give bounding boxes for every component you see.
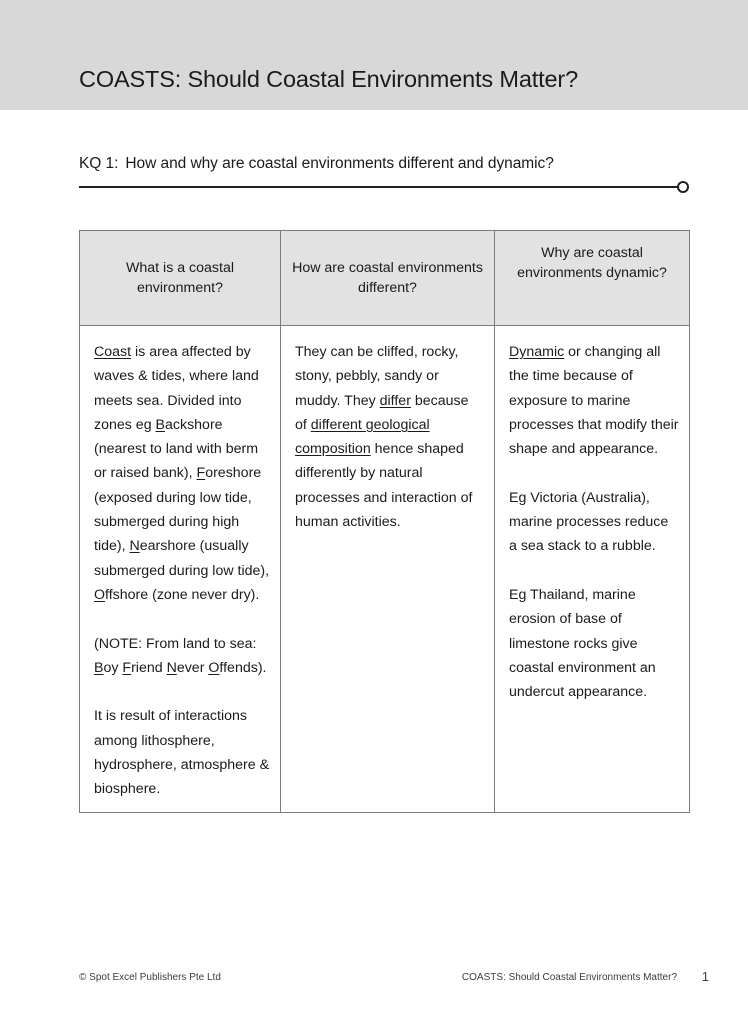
cell2-p1-text-e: hence shaped differently by natural processes and interaction of human activities. bbox=[295, 441, 473, 531]
table-cell-what-is-a-coastal-environment bbox=[80, 326, 281, 813]
cell1-paragraph-2-mnemonic-note bbox=[94, 632, 270, 681]
term-coast: Coast bbox=[94, 344, 132, 360]
table-header-label-1: What is a coastal environment? bbox=[125, 260, 235, 296]
footer-copyright: © Spot Excel Publishers Pte Ltd bbox=[79, 972, 221, 983]
table-header-row bbox=[80, 231, 690, 326]
table-header-label-2: How are coastal environments different? bbox=[292, 260, 483, 296]
page-footer bbox=[79, 969, 709, 988]
key-question-label: KQ 1: bbox=[79, 155, 119, 172]
cell1-p1-text-f: oreshore (exposed during low tide, submerged during high tide), bbox=[94, 465, 262, 555]
zone-initial-offshore: O bbox=[94, 586, 106, 603]
cell3-p1-text-b: or changing all the time because of exposure to marine processes that modify their shape and appearance. bbox=[509, 344, 679, 458]
key-question-text: How and why are coastal environments different and dynamic? bbox=[125, 155, 554, 172]
key-question-heading bbox=[79, 155, 554, 173]
table-header-cell-3 bbox=[495, 231, 690, 326]
cell1-p1-text-j: ffshore (zone never dry). bbox=[105, 586, 260, 603]
cell1-paragraph-1 bbox=[94, 340, 270, 607]
cell1-p2-text-e: riend bbox=[131, 659, 167, 676]
page-banner bbox=[0, 0, 748, 110]
table-cell-how-are-coastal-environments-different bbox=[281, 326, 495, 813]
cell1-p1-text-b: is area affected by waves & tides, where land meets sea. Divided into zones eg bbox=[94, 344, 259, 433]
cell3-paragraph-1 bbox=[509, 340, 679, 461]
footer-running-title: COASTS: Should Coastal Environments Matter? bbox=[461, 972, 677, 983]
cell3-paragraph-2-example-victoria: Eg Victoria (Australia), marine processes reduce a sea stack to a rubble. bbox=[509, 489, 669, 555]
table-cell-why-are-coastal-environments-dynamic bbox=[495, 326, 690, 813]
cell2-p1-text-a: They can be cliffed, rocky, stony, pebbly, sandy or muddy. They bbox=[295, 344, 459, 409]
mnemonic-initial-b: B bbox=[94, 659, 104, 676]
cell1-p1-text-h: earshore (usually submerged during low tide), bbox=[94, 538, 270, 579]
table-header-cell-2 bbox=[281, 231, 495, 326]
mnemonic-initial-f: F bbox=[122, 659, 132, 676]
table-header-label-3: Why are coastal environments dynamic? bbox=[517, 245, 667, 281]
heading-rule-endpoint-circle-icon bbox=[677, 181, 689, 193]
cell2-paragraph-1 bbox=[295, 340, 484, 534]
content-table bbox=[79, 230, 690, 813]
cell1-p1-text-d: ackshore (nearest to land with berm or raised bank), bbox=[94, 416, 259, 482]
mnemonic-initial-o: O bbox=[208, 659, 220, 676]
mnemonic-initial-n: N bbox=[166, 659, 177, 676]
table-row bbox=[80, 326, 690, 813]
term-differ: differ bbox=[379, 392, 411, 409]
heading-rule-line bbox=[79, 186, 679, 188]
term-different-geological-composition: different geological composition bbox=[295, 416, 430, 458]
footer-page-number: 1 bbox=[701, 969, 709, 984]
cell1-p2-text-i: ffends). bbox=[219, 659, 267, 676]
cell1-p2-text-c: oy bbox=[103, 659, 123, 676]
table-header-cell-1 bbox=[80, 231, 281, 326]
heading-rule bbox=[79, 181, 689, 193]
cell2-p1-text-c: because of bbox=[295, 392, 469, 433]
cell1-p2-text-a: (NOTE: From land to sea: bbox=[94, 635, 257, 652]
zone-initial-backshore: B bbox=[155, 416, 165, 433]
zone-initial-nearshore: N bbox=[129, 538, 140, 555]
page-title: COASTS: Should Coastal Environments Matter? bbox=[79, 66, 579, 92]
cell3-paragraph-3-example-thailand: Eg Thailand, marine erosion of base of limestone rocks give coastal environment an undercut appearance. bbox=[509, 586, 656, 701]
cell1-p2-text-g: ever bbox=[176, 659, 209, 676]
zone-initial-foreshore: F bbox=[196, 465, 206, 482]
cell1-paragraph-3: It is result of interactions among lithosphere, hydrosphere, atmosphere & biosphere. bbox=[94, 708, 270, 798]
term-dynamic: Dynamic bbox=[509, 344, 565, 360]
